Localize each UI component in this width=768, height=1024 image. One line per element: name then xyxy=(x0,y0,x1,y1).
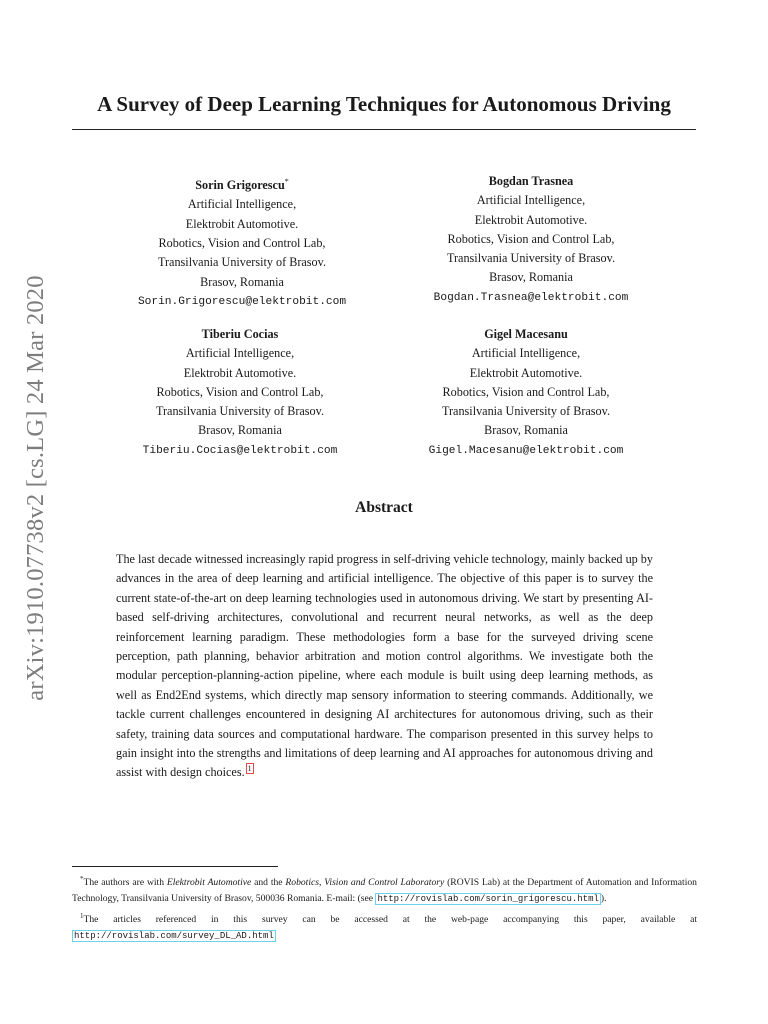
author-affiliation-line: Transilvania University of Brasov. xyxy=(441,404,610,419)
title-divider xyxy=(72,129,696,130)
author-affiliation-line: Elektrobit Automotive. xyxy=(185,216,299,231)
author-name: Bogdan Trasnea xyxy=(488,174,574,188)
author-affiliation-line: Artificial Intelligence, xyxy=(476,193,586,208)
author-name: Sorin Grigorescu* xyxy=(195,177,289,193)
footnote-authors: *The authors are with Elektrobit Automotive and the Robotics, Vision and Control Laboratory (ROVIS Lab) at the Department of Automation and Information Technology, Transilvania University of Brasov, 500036 Romania. E-mail: (see http://rovislab.com/sorin_grigorescu.html ). xyxy=(72,875,697,905)
abstract-body xyxy=(116,550,653,783)
author-email: Bogdan.Trasnea@elektrobit.com xyxy=(433,291,629,304)
author-email: Gigel.Macesanu@elektrobit.com xyxy=(428,444,624,457)
footnote-reference-link[interactable]: 1 xyxy=(247,764,252,774)
author-affiliation-line: Artificial Intelligence, xyxy=(187,197,297,212)
author-affiliation-line: Brasov, Romania xyxy=(200,274,284,289)
arxiv-identifier-stamp: arXiv:1910.07738v2 [cs.LG] 24 Mar 2020 xyxy=(22,275,49,701)
survey-webpage-link[interactable]: http://rovislab.com/survey_DL_AD.html xyxy=(74,930,274,941)
author-name: Tiberiu Cocias xyxy=(201,327,279,341)
footnote-references: $^1$The articles referenced in this survey can be accessed at the web-page accompanying this paper, available at http://rovislab.com/survey_DL_AD.html xyxy=(74,911,697,941)
author-affiliation-line: Artificial Intelligence, xyxy=(471,346,581,361)
footnote-mark: * xyxy=(80,875,84,883)
author-affiliation-line: Robotics, Vision and Control Lab, xyxy=(442,384,610,399)
paper-title: A Survey of Deep Learning Techniques for Autonomous Driving xyxy=(97,92,671,116)
author-affiliation-line: Robotics, Vision and Control Lab, xyxy=(156,384,324,399)
author-affiliation-line: Elektrobit Automotive. xyxy=(474,212,588,227)
author-affiliation-line: Elektrobit Automotive. xyxy=(183,365,297,380)
author-affiliation-line: Brasov, Romania xyxy=(198,423,282,438)
footnote-mark: 1 xyxy=(80,911,84,920)
author-affiliation-line: Robotics, Vision and Control Lab, xyxy=(447,231,615,246)
author-affiliation-line: Artificial Intelligence, xyxy=(185,346,295,361)
author-affiliation-line: Transilvania University of Brasov. xyxy=(157,255,326,270)
author-email: Tiberiu.Cocias@elektrobit.com xyxy=(142,444,338,457)
abstract-text: The last decade witnessed increasingly rapid progress in self-driving vehicle technology, mainly backed up by advances in the area of deep learning and artificial intelligence. The objective of this paper is to survey the current state-of-the-art on deep learning technologies used in autonomous driving. We start by presenting AI-based self-driving architectures, convolutional and recurrent neural networks, as well as the deep reinforcement learning paradigm. These methodologies form a base for the surveyed driving scene perception, path planning, behavior arbitration and motion control algorithms. We investigate both the modular perception-planning-action pipeline, where each module is built using deep learning methods, as well as End2End systems, which directly map sensory information to steering commands. Additionally, we tackle current challenges encountered in designing AI architectures for autonomous driving, such as their safety, training data sources and computational hardware. The comparison presented in this survey helps to gain insight into the strengths and limitations of deep learning and AI approaches for autonomous driving and assist with design choices. xyxy=(116,552,653,780)
author-affiliation-line: Robotics, Vision and Control Lab, xyxy=(158,235,326,250)
author-block-3 xyxy=(90,325,390,461)
author-affiliation-line: Brasov, Romania xyxy=(484,423,568,438)
abstract-heading: Abstract xyxy=(355,499,413,516)
author-block-2 xyxy=(381,172,681,308)
author-block-1 xyxy=(92,172,392,312)
footnote-divider xyxy=(72,866,278,867)
author-email: Sorin.Grigorescu@elektrobit.com xyxy=(137,295,347,308)
author-block-4 xyxy=(376,325,676,461)
author-name: Gigel Macesanu xyxy=(484,327,568,341)
author-homepage-link[interactable]: http://rovislab.com/sorin_grigorescu.html xyxy=(377,894,599,905)
author-affiliation-line: Brasov, Romania xyxy=(489,270,573,285)
footnotes xyxy=(72,871,697,944)
author-affiliation-line: Transilvania University of Brasov. xyxy=(155,404,324,419)
author-affiliation-line: Transilvania University of Brasov. xyxy=(446,251,615,266)
author-affiliation-line: Elektrobit Automotive. xyxy=(469,365,583,380)
